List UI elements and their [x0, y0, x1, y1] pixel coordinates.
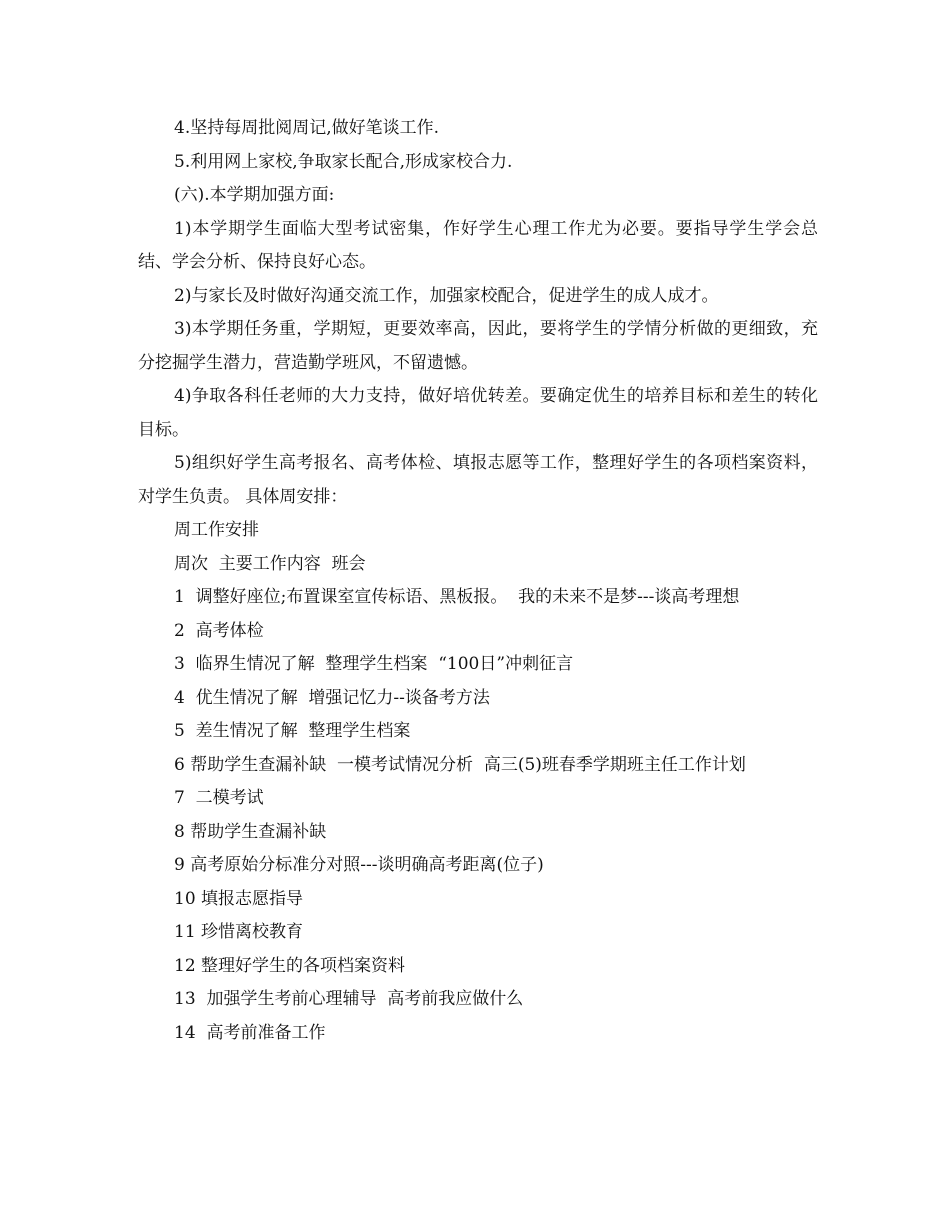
schedule-row-13: 13 加强学生考前心理辅导 高考前我应做什么 [174, 989, 524, 1009]
schedule-row-5: 5 差生情况了解 整理学生档案 [174, 721, 411, 741]
schedule-row-10: 10 填报志愿指导 [174, 888, 304, 909]
schedule-row-14: 14 高考前准备工作 [174, 1022, 326, 1043]
paragraph-efficiency: 3)本学期任务重，学期短，更要效率高，因此，要将学生的学情分析做的更细致，充分挖掘学生潜力，营造勤学班风，不留遗憾。 [138, 319, 818, 373]
paragraph-teacher-support: 4)争取各科任老师的大力支持，做好培优转差。要确定优生的培养目标和差生的转化目标。 [138, 386, 818, 440]
schedule-row-3: 3 临界生情况了解 整理学生档案 “100日”冲刺征言 [174, 654, 574, 674]
paragraph-parent-communication: 2)与家长及时做好沟通交流工作，加强家校配合，促进学生的成人成才。 [174, 285, 719, 306]
schedule-row-9: 9 高考原始分标准分对照---谈明确高考距离(位子) [174, 855, 544, 875]
document-body [138, 112, 818, 1050]
schedule-header: 周次 主要工作内容 班会 [174, 553, 366, 574]
schedule-row-12: 12 整理好学生的各项档案资料 [174, 955, 406, 976]
schedule-row-11: 11 珍惜离校教育 [174, 922, 304, 942]
schedule-row-7: 7 二模考试 [174, 788, 264, 808]
schedule-row-6: 6 帮助学生查漏补缺 一模考试情况分析 高三(5)班春季学期班主任工作计划 [174, 754, 746, 775]
schedule-title: 周工作安排 [174, 520, 259, 540]
paragraph-psychology: 1)本学期学生面临大型考试密集，作好学生心理工作尤为必要。要指导学生学会总结、学会分析、保持良好心态。 [138, 218, 818, 272]
schedule-row-4: 4 优生情况了解 增强记忆力--谈备考方法 [174, 687, 490, 708]
text-line-weekly-journal: 4.坚持每周批阅周记,做好笔谈工作. [174, 118, 440, 138]
schedule-row-1: 1 调整好座位;布置课室宣传标语、黑板报。 我的未来不是梦---谈高考理想 [174, 587, 740, 607]
schedule-row-8: 8 帮助学生查漏补缺 [174, 821, 327, 842]
text-line-online-school: 5.利用网上家校,争取家长配合,形成家校合力. [174, 151, 513, 172]
section-heading-strengthen: (六).本学期加强方面: [174, 185, 335, 205]
schedule-row-2: 2 高考体检 [174, 620, 264, 641]
paragraph-exam-registration: 5)组织好学生高考报名、高考体检、填报志愿等工作，整理好学生的各项档案资料，对学生负责。 具体周安排： [138, 453, 818, 507]
